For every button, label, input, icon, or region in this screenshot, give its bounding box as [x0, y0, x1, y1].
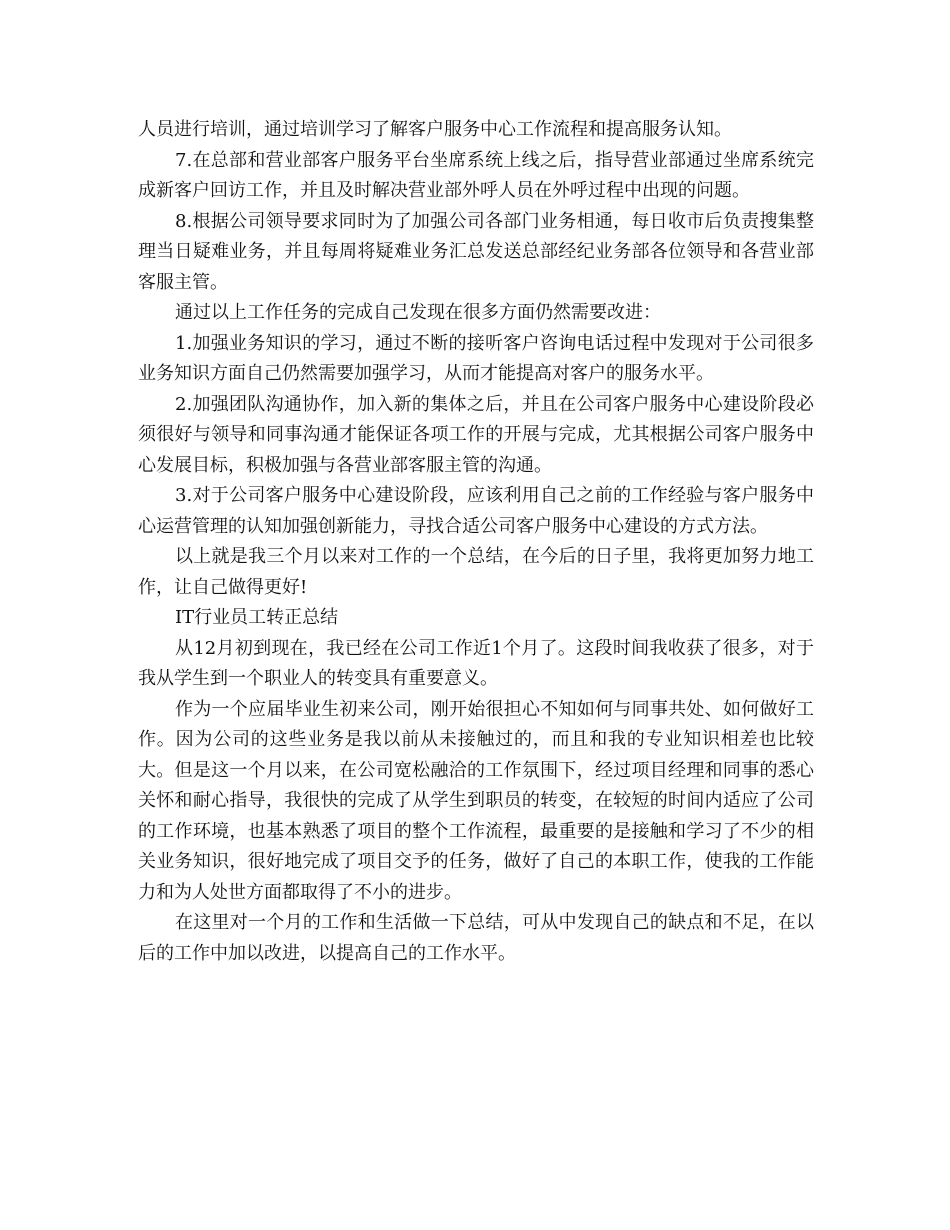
paragraph-improvement-2: 2.加强团队沟通协作，加入新的集体之后，并且在公司客户服务中心建设阶段必须很好与领导和同事沟通才能保证各项工作的开展与完成，尤其根据公司客户服务中心发展目标，积极加强与各营业部客服主管的沟通。 — [138, 393, 814, 476]
paragraph-summary: 在这里对一个月的工作和生活做一下总结，可从中发现自己的缺点和不足，在以后的工作中加以改进，以提高自己的工作水平。 — [138, 912, 814, 964]
paragraph-experience: 作为一个应届毕业生初来公司，刚开始很担心不知如何与同事共处、如何做好工作。因为公司的这些业务是我以前从未接触过的，而且和我的专业知识相差也比较大。但是这一个月以来，在公司宽松融洽的工作氛围下，经过项目经理和同事的悉心关怀和耐心指导，我很快的完成了从学生到职员的转变，在较短的时间内适应了公司的工作环境，也基本熟悉了项目的整个工作流程，最重要的是接触和学习了不少的相关业务知识，很好地完成了项目交予的任务，做好了自己的本职工作，使我的工作能力和为人处世方面都取得了不小的进步。 — [138, 698, 814, 903]
paragraph-continuation: 人员进行培训，通过培训学习了解客户服务中心工作流程和提高服务认知。 — [138, 119, 732, 140]
paragraph-improvement-3: 3.对于公司客户服务中心建设阶段，应该利用自己之前的工作经验与客户服务中心运营管理的认知加强创新能力，寻找合适公司客户服务中心建设的方式方法。 — [138, 485, 814, 537]
section-heading: IT行业员工转正总结 — [175, 607, 339, 628]
paragraph-conclusion: 以上就是我三个月以来对工作的一个总结，在今后的日子里，我将更加努力地工作，让自己做得更好! — [138, 546, 814, 598]
document-body — [138, 115, 814, 969]
paragraph-improvement-intro: 通过以上工作任务的完成自己发现在很多方面仍然需要改进： — [175, 302, 661, 323]
paragraph-intro: 从12月初到现在，我已经在公司工作近1个月了。这段时间我收获了很多，对于我从学生到一个职业人的转变具有重要意义。 — [138, 637, 814, 689]
paragraph-item-8: 8.根据公司领导要求同时为了加强公司各部门业务相通，每日收市后负责搜集整理当日疑难业务，并且每周将疑难业务汇总发送总部经纪业务部各位领导和各营业部客服主管。 — [138, 210, 814, 293]
paragraph-improvement-1: 1.加强业务知识的学习，通过不断的接听客户咨询电话过程中发现对于公司很多业务知识方面自己仍然需要加强学习，从而才能提高对客户的服务水平。 — [138, 332, 814, 384]
paragraph-item-7: 7.在总部和营业部客户服务平台坐席系统上线之后，指导营业部通过坐席系统完成新客户回访工作，并且及时解决营业部外呼人员在外呼过程中出现的问题。 — [138, 149, 814, 201]
